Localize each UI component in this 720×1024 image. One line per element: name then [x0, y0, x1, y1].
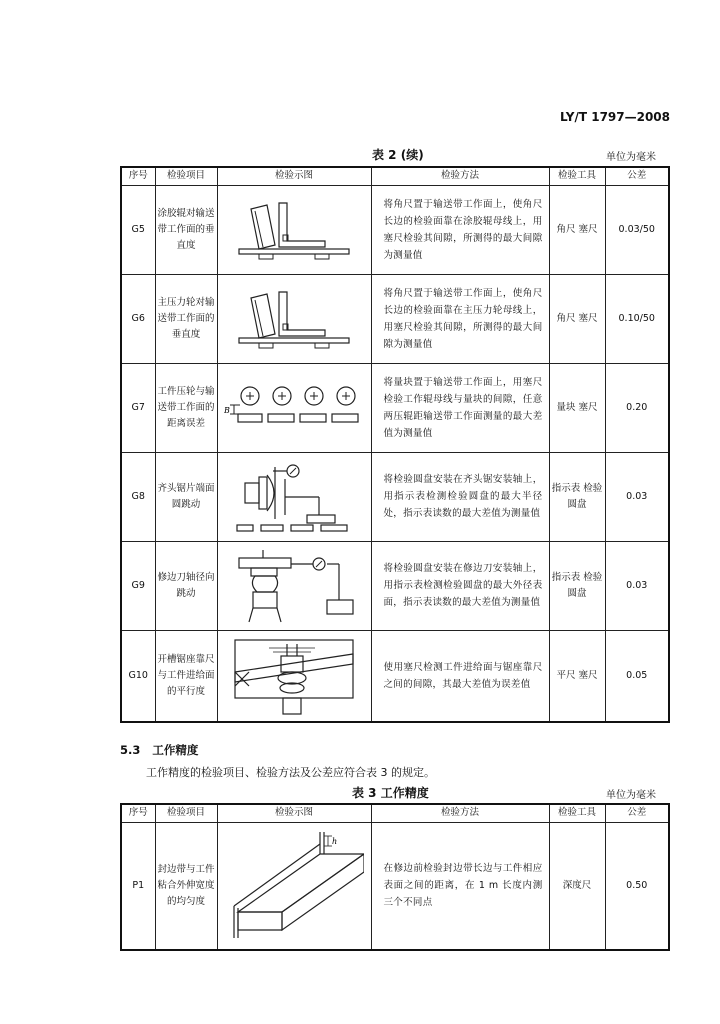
section-number: 5.3	[120, 743, 141, 757]
row-tool: 角尺 塞尺	[549, 185, 605, 274]
table3-title: 表 3 工作精度	[352, 786, 429, 800]
row-no: G10	[121, 630, 155, 722]
col-header-diagram: 检验示图	[217, 167, 371, 185]
saw-fence-diagram	[217, 630, 371, 722]
edge-band-diagram	[217, 822, 371, 950]
col-header-tool: 检验工具	[549, 804, 605, 822]
row-item: 开槽锯座靠尺与工件进给面的平行度	[155, 630, 217, 722]
row-method: 使用塞尺检测工件进给面与锯座靠尺之间的间隙，其最大差值为误差值	[371, 630, 549, 722]
row-method: 将量块置于输送带工作面上，用塞尺检验工作辊母线与量块的间隙，任意两压辊距输送带工作面测量的最大差值为测量值	[371, 363, 549, 452]
row-tool: 量块 塞尺	[549, 363, 605, 452]
row-method: 将角尺置于输送带工作面上，使角尺长边的检验面靠在主压力轮母线上，用塞尺检验其间隙，所测得的最大间隙为测量值	[371, 274, 549, 363]
table-row	[121, 452, 669, 541]
row-method: 将检验圆盘安装在修边刀安装轴上，用指示表检测检验圆盘的最大外径表面，指示表读数的最大差值为测量值	[371, 541, 549, 630]
row-tool: 指示表 检验圆盘	[549, 452, 605, 541]
pressure-rollers-diagram	[217, 363, 371, 452]
square-gauge-diagram	[217, 274, 371, 363]
col-header-method: 检验方法	[371, 167, 549, 185]
row-item: 涂胶辊对输送带工作面的垂直度	[155, 185, 217, 274]
row-tool: 深度尺	[549, 822, 605, 950]
row-method: 将角尺置于输送带工作面上，使角尺长边的检验面靠在涂胶辊母线上，用塞尺检验其间隙，所测得的最大间隙为测量值	[371, 185, 549, 274]
table2	[120, 166, 670, 723]
dimension-label: h	[332, 836, 338, 846]
table-row	[121, 630, 669, 722]
row-item: 修边刀轴径向跳动	[155, 541, 217, 630]
table3	[120, 803, 670, 951]
row-no: G8	[121, 452, 155, 541]
col-header-tool: 检验工具	[549, 167, 605, 185]
table-row	[121, 185, 669, 274]
table2-title: 表 2 (续)	[372, 148, 424, 162]
row-no: G5	[121, 185, 155, 274]
row-tolerance: 0.20	[605, 363, 669, 452]
col-header-item: 检验项目	[155, 167, 217, 185]
row-tolerance: 0.10/50	[605, 274, 669, 363]
table-row	[121, 541, 669, 630]
row-item: 工件压轮与输送带工作面的距离误差	[155, 363, 217, 452]
row-no: P1	[121, 822, 155, 950]
dial-indicator-diagram	[217, 541, 371, 630]
row-tool: 角尺 塞尺	[549, 274, 605, 363]
col-header-item: 检验项目	[155, 804, 217, 822]
table2-unit: 单位为毫米	[606, 152, 656, 163]
row-no: G9	[121, 541, 155, 630]
dimension-label: B	[224, 405, 230, 415]
square-gauge-diagram	[217, 185, 371, 274]
section-heading	[120, 742, 198, 758]
section-title: 工作精度	[152, 743, 199, 757]
row-tolerance: 0.50	[605, 822, 669, 950]
row-method: 在修边前检验封边带长边与工件相应表面之间的距离，在 1 m 长度内测三个不同点	[371, 822, 549, 950]
table-row	[121, 363, 669, 452]
col-header-no: 序号	[121, 804, 155, 822]
row-no: G7	[121, 363, 155, 452]
row-tool: 平尺 塞尺	[549, 630, 605, 722]
col-header-no: 序号	[121, 167, 155, 185]
row-item: 封边带与工件粘合外伸宽度的均匀度	[155, 822, 217, 950]
row-tool: 指示表 检验圆盘	[549, 541, 605, 630]
row-no: G6	[121, 274, 155, 363]
row-tolerance: 0.03/50	[605, 185, 669, 274]
row-item: 主压力轮对输送带工作面的垂直度	[155, 274, 217, 363]
table3-header-row	[121, 804, 669, 822]
table-row	[121, 274, 669, 363]
section-text: 工作精度的检验项目、检验方法及公差应符合表 3 的规定。	[146, 766, 435, 779]
table3-unit: 单位为毫米	[606, 790, 656, 801]
row-tolerance: 0.03	[605, 452, 669, 541]
row-tolerance: 0.05	[605, 630, 669, 722]
dial-indicator-diagram	[217, 452, 371, 541]
table2-header-row	[121, 167, 669, 185]
col-header-method: 检验方法	[371, 804, 549, 822]
col-header-diagram: 检验示图	[217, 804, 371, 822]
row-item: 齐头锯片端面圆跳动	[155, 452, 217, 541]
col-header-tolerance: 公差	[605, 167, 669, 185]
table-row	[121, 822, 669, 950]
row-tolerance: 0.03	[605, 541, 669, 630]
row-method: 将检验圆盘安装在齐头锯安装轴上，用指示表检测检验圆盘的最大半径处，指示表读数的最大差值为测量值	[371, 452, 549, 541]
standard-number: LY/T 1797—2008	[560, 110, 671, 124]
col-header-tolerance: 公差	[605, 804, 669, 822]
